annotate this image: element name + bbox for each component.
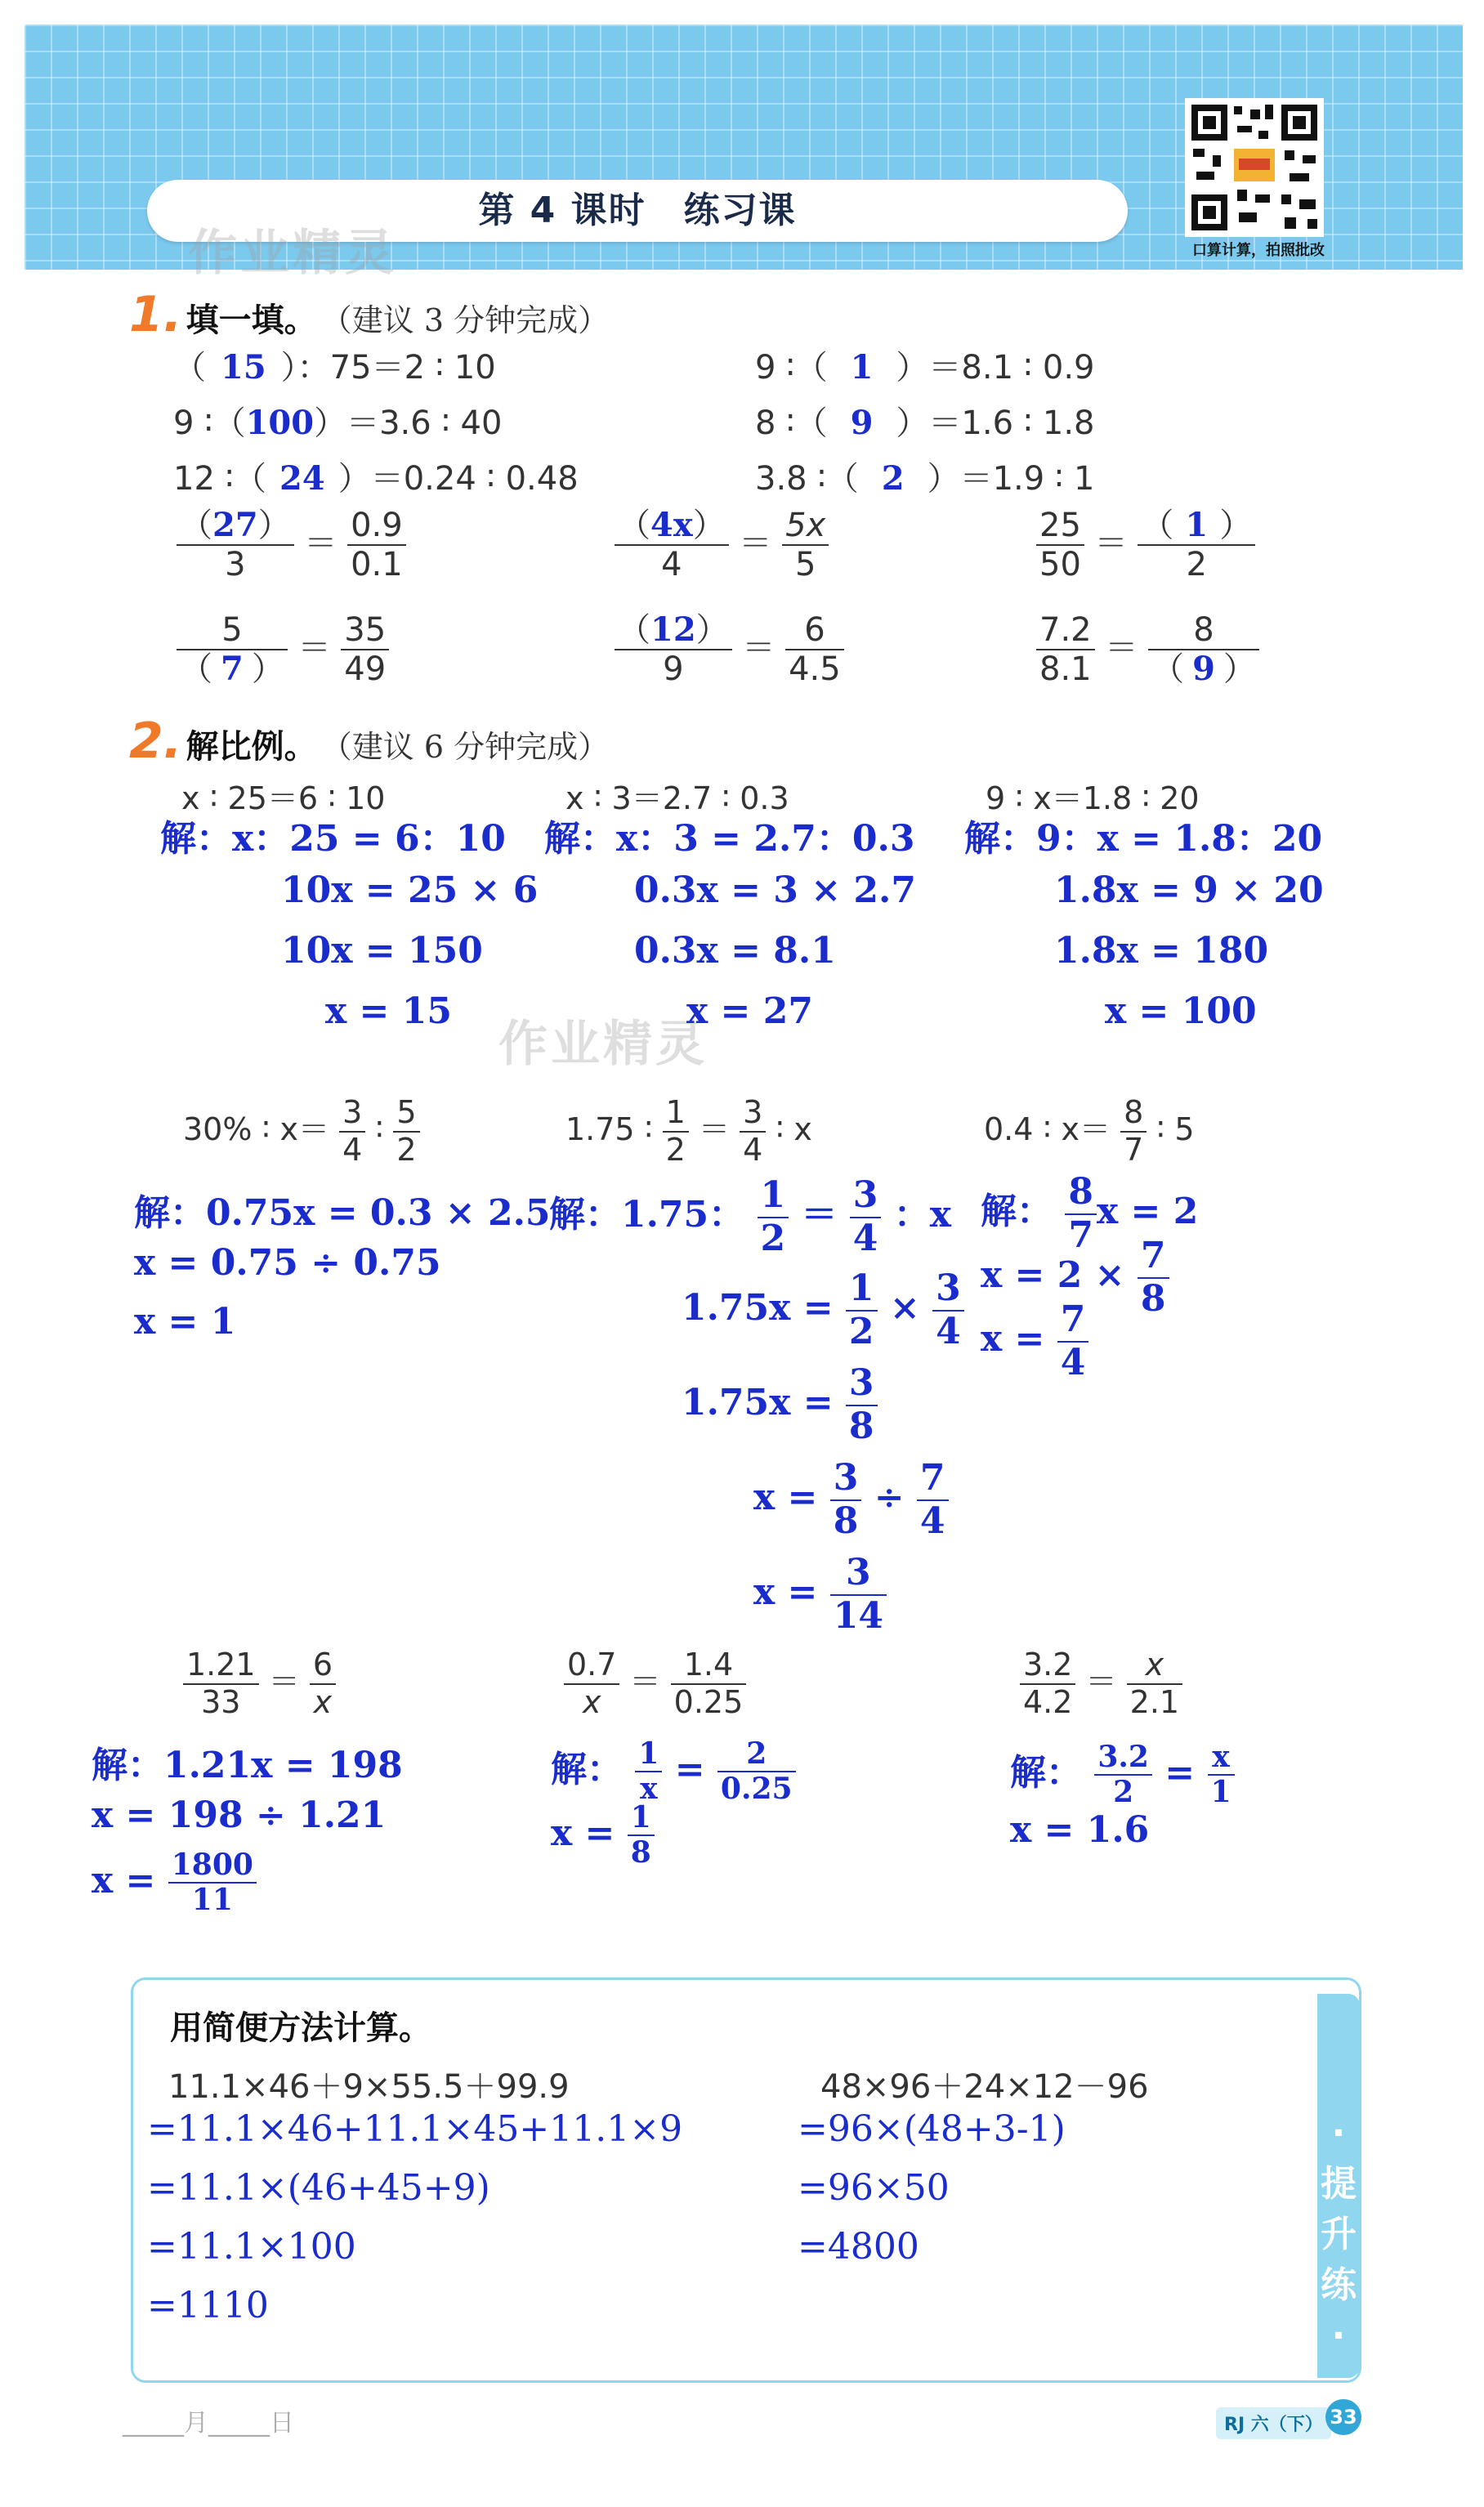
section-number: 1. [129,286,182,343]
problem-question: 9 ∶ x＝1.8 ∶ 20 [986,780,1200,816]
text: 9 ∶（ [755,349,828,387]
numerator: x [1212,1740,1230,1774]
equals: ＝ [1094,525,1128,562]
equals: ＝ [304,525,337,562]
denominator: 1 [1210,1775,1231,1810]
text: x = [753,1571,818,1614]
box-step: =96×50 [798,2167,950,2209]
solution-line [682,1268,964,1352]
text: 1.75x = [682,1287,834,1329]
denominator: 2.1 [1129,1683,1180,1720]
qr-caption: 口算计算，拍照批改 [1192,242,1325,259]
fill-item [755,453,1095,499]
section-title: 填一填。 [186,302,317,339]
numerator: 1 [638,1736,659,1771]
solution-line [753,1458,949,1542]
denominator: 4 [1060,1341,1086,1383]
solution-line: 10x = 25 × 6 [281,869,539,911]
denominator: 7 [1124,1131,1144,1168]
answer: 12 [650,610,696,649]
solution-line: x = 1.6 [1010,1809,1150,1851]
denominator: 5 [794,546,816,583]
paren: ） [1219,507,1253,544]
solution-line: x = 0.75 ÷ 0.75 [134,1242,441,1284]
equals: ＝ [742,629,776,667]
box-tab-label: ·提升练· [1321,2112,1357,2357]
section-2-heading [129,713,609,770]
answer: 1 [850,348,874,387]
numerator: x [1145,1647,1164,1683]
numerator: 1 [760,1174,786,1216]
denominator: 7 [1068,1213,1093,1256]
numerator: 5 [396,1094,417,1130]
denominator: 4 [852,1217,878,1259]
paren: （ [1151,650,1185,688]
denominator: x [640,1772,658,1807]
answer: 9 [1192,650,1215,688]
answer: 15 [221,348,266,387]
section-hint: （建议 3 分钟完成） [320,302,610,338]
fill-item [173,342,496,388]
paren: ） [695,611,729,649]
denominator: 8.1 [1039,650,1092,688]
edition-tag: RJ 六（下） [1216,2407,1331,2439]
problem-question [183,1095,420,1168]
denominator: 4 [342,1131,363,1168]
solution-line: 解：x：3 = 2.7：0.3 [544,818,915,860]
denominator: 8 [1140,1277,1166,1320]
numerator: 8 [1124,1094,1144,1130]
denominator: 2 [760,1217,786,1259]
numerator: 3 [936,1267,961,1309]
numerator: 3.2 [1023,1647,1073,1683]
numerator: 25 [1039,507,1081,544]
denominator: 3 [225,546,246,583]
numerator: 3 [833,1457,859,1499]
text: ）＝8.1 ∶ 0.9 [896,349,1095,387]
denominator: 4.5 [789,650,841,688]
equals: ＝ [297,629,331,667]
numerator: 6 [804,611,825,649]
solution-line: 0.3x = 3 × 2.7 [634,869,916,911]
equals: ＝ [698,1111,730,1148]
text: ÷ [874,1477,905,1519]
text: ∶ x [776,1111,812,1148]
text: x = [981,1318,1045,1361]
text: 30% ∶ x＝ [183,1111,329,1148]
solution-line: 10x = 150 [281,930,483,972]
text: x = [551,1812,615,1854]
paren: ） [257,507,291,544]
watermark: 作业精灵 [498,1016,708,1073]
denominator: 2 [396,1131,417,1168]
solution-line: 1.8x = 180 [1054,930,1269,972]
numerator: 1 [848,1267,874,1309]
box-question: 48×96＋24×12－96 [820,2068,1149,2106]
numerator: 8 [1068,1171,1093,1213]
denominator: 33 [201,1683,241,1720]
paren: （ [1141,507,1174,544]
numerator: 7 [1060,1298,1086,1340]
box-step: =4800 [798,2226,919,2268]
equals: = [674,1748,705,1790]
equals: ＝ [739,525,772,562]
fraction-item [1036,611,1259,688]
paren: （ [180,507,212,544]
answer: 2 [881,459,905,498]
fraction-item [615,507,829,583]
numerator: 3 [743,1094,763,1130]
box-question: 11.1×46＋9×55.5＋99.9 [168,2068,570,2106]
box-step: =96×(48+3-1) [798,2108,1066,2150]
equals: ＝ [801,1194,838,1236]
section-hint: （建议 6 分钟完成） [320,729,610,765]
denominator: 8 [630,1835,651,1870]
text: ：x [893,1194,951,1236]
solution-line: 解：1.21x = 198 [92,1745,403,1786]
solution-line [981,1299,1088,1383]
solution-line: 解：0.75x = 0.3 × 2.5 [134,1192,551,1234]
numerator: 1 [630,1800,651,1834]
solution-line: x = 100 [1105,990,1257,1032]
text: 1.75x = [682,1382,834,1424]
numerator: 6 [312,1647,333,1683]
text: ∶ [375,1111,394,1148]
fill-item [173,453,579,499]
problem-question [984,1095,1195,1168]
solution-line [551,1737,796,1807]
answer: 4x [650,506,693,544]
denominator: 4 [936,1310,961,1352]
text: x = [92,1859,156,1901]
denominator: 0.25 [673,1683,744,1720]
denominator: 14 [833,1594,883,1637]
numerator: 8 [1193,611,1214,649]
numerator: 7.2 [1039,611,1092,649]
denominator: x [313,1683,333,1720]
section-title: 解比例。 [186,728,317,766]
denominator: x [582,1683,601,1720]
text: 解： [1010,1751,1082,1794]
numerator: 3 [852,1174,878,1216]
equals: = [1164,1751,1196,1794]
problem-question: x ∶ 3＝2.7 ∶ 0.3 [565,780,789,816]
denominator: 50 [1039,546,1081,583]
denominator: 11 [191,1883,233,1918]
solution-line [682,1363,878,1447]
problem-question: x ∶ 25＝6 ∶ 10 [181,780,386,816]
box-step: =11.1×46+11.1×45+11.1×9 [147,2108,683,2150]
solution-line [551,1801,655,1870]
answer: 1 [1185,506,1209,544]
fraction-item [615,611,844,688]
solution-line: 1.8x = 9 × 20 [1054,869,1324,911]
denominator: 4 [743,1131,763,1168]
solution-line: x = 27 [686,990,813,1032]
numerator: 0.9 [351,507,403,544]
solution-line [753,1553,887,1637]
text: ）＝0.24 ∶ 0.48 [337,460,579,498]
text: 8 ∶（ [755,404,828,442]
paren: （ [618,507,650,544]
solution-line [549,1175,951,1259]
fill-item [755,342,1095,388]
denominator: 4.2 [1023,1683,1073,1720]
solution-line: 0.3x = 8.1 [634,930,836,972]
numerator: 5 [221,611,243,649]
numerator: 3 [342,1094,363,1130]
fraction-item [1036,507,1255,583]
numerator: 1.21 [186,1647,256,1683]
answer: 100 [245,404,315,442]
problem-question [183,1647,336,1720]
paren: ） [1223,650,1256,688]
fraction-item [177,507,406,583]
denominator: 49 [344,650,387,688]
text: 解： [551,1748,623,1790]
numerator: 0.7 [567,1647,617,1683]
denominator: 0.1 [351,546,403,583]
answer: 27 [212,506,258,544]
fraction-item [177,611,389,688]
text: x = 2 × [981,1254,1125,1297]
text: 解：1.75： [549,1194,745,1236]
denominator: 8 [833,1499,859,1542]
solution-line: x = 15 [325,990,452,1032]
solution-line [1010,1741,1235,1810]
text: 3.8 ∶（ [755,460,859,498]
numerator: 5x [785,507,826,544]
fill-item [173,397,502,444]
numerator: 1 [665,1094,686,1130]
solution-line: x = 1 [134,1301,236,1343]
paren: （ [618,611,650,649]
problem-question [564,1647,746,1720]
text: （ [173,349,206,387]
paren: （ [180,650,212,688]
answer: 24 [279,459,325,498]
fill-item [755,397,1095,444]
page-title: 第 4 课时 练习课 [478,190,797,231]
text: ∶ 5 [1156,1111,1195,1148]
numerator: 7 [1140,1235,1166,1276]
denominator: 8 [848,1405,874,1447]
equals: ＝ [1085,1664,1117,1700]
answer: 7 [221,650,244,688]
box-step: =11.1×100 [147,2226,356,2268]
watermark: 作业精灵 [188,225,397,282]
text: × [889,1287,920,1329]
text: 解： [981,1191,1053,1233]
answer: 9 [850,404,874,442]
section-1-heading [129,286,609,343]
denominator: 4 [661,546,682,583]
paren: ） [692,507,726,544]
problem-question [1020,1647,1182,1720]
text: 12 ∶（ [173,460,267,498]
denominator: 2 [1113,1775,1134,1810]
equals: ＝ [629,1664,661,1700]
denominator: 4 [919,1499,945,1542]
equals: ＝ [268,1664,300,1700]
numerator: 7 [919,1457,945,1499]
numerator: 3 [846,1552,871,1593]
denominator: 2 [665,1131,686,1168]
text: x = 2 [1096,1191,1199,1233]
equals: ＝ [1105,629,1138,667]
date-line: _____月_____日 [123,2409,294,2438]
numerator: 1800 [171,1848,253,1882]
text: 1.75 ∶ [565,1111,663,1148]
numerator: 1.4 [683,1647,734,1683]
text: ）＝1.9 ∶ 1 [927,460,1095,498]
qr-code-icon[interactable] [1185,98,1324,237]
text: 9 ∶（ [173,404,246,442]
box-step: =1110 [147,2285,269,2326]
numerator: 3.2 [1097,1740,1149,1774]
box-step: =11.1×(46+45+9) [147,2167,490,2209]
paren: ） [251,650,284,688]
text: x = [753,1477,818,1519]
text: ）：75＝2 ∶ 10 [280,349,496,387]
denominator: 0.25 [720,1772,793,1807]
denominator: 9 [663,650,684,688]
solution-line [92,1848,257,1918]
solution-line: 解：9：x = 1.8：20 [964,818,1323,860]
box-title: 用简便方法计算。 [170,2009,431,2047]
numerator: 35 [344,611,387,649]
page-number: 33 [1325,2399,1361,2435]
section-number: 2. [129,713,182,770]
denominator: 2 [848,1310,874,1352]
numerator: 3 [848,1362,874,1404]
problem-question [565,1095,812,1168]
denominator: 2 [1186,546,1207,583]
numerator: 2 [746,1736,767,1771]
text: ）＝1.6 ∶ 1.8 [896,404,1095,442]
text: ）＝3.6 ∶ 40 [314,404,503,442]
solution-line: x = 198 ÷ 1.21 [92,1794,387,1836]
text: 0.4 ∶ x＝ [984,1111,1111,1148]
solution-line: 解：x：25 = 6：10 [160,818,506,860]
